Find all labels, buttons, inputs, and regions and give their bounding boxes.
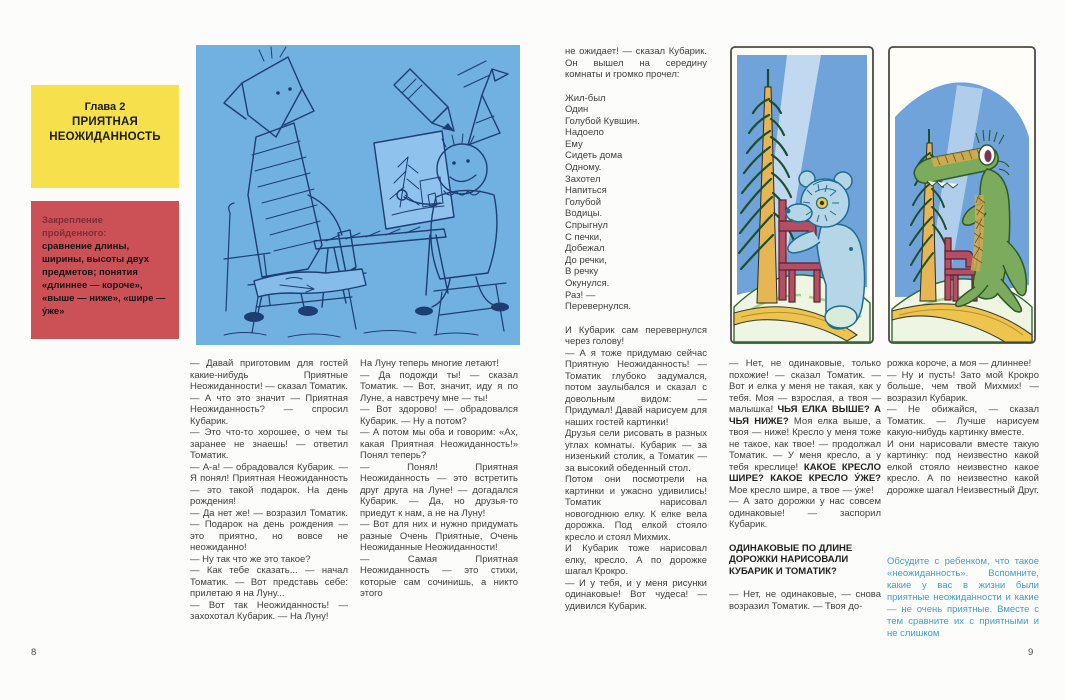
poem-line: В речку — [565, 266, 599, 278]
chapter-box — [31, 85, 179, 188]
advice-note: Обсудите с ребенком, что такое «неожиданность». Вспомните, какие у вас в жизни были приятные неожиданности и какие — не очень приятные. Вместе с тем сравните их с приятными и не слишком — [887, 556, 1039, 639]
poem-line: Надоело — [565, 127, 604, 139]
poem-line: Сидеть дома — [565, 150, 623, 162]
story-column-2 — [360, 358, 518, 600]
paragraph-gap — [729, 577, 881, 589]
poem-line: Окунулся. — [565, 278, 610, 289]
paragraph: — Да подожди ты! — сказал Томатик. — Вот, значит, иду я по Луне, а навстречу мне — ты! — [360, 369, 518, 404]
poem-line: Водицы. — [565, 208, 603, 220]
paragraph: — Ну и пусть! Зато мой Крокро больше, чем твой Михмих! — возразил Кубарик. — [887, 369, 1039, 404]
paragraph: — Нет, не одинаковые, только похожие! — сказал Томатик. — Вот и елка у меня не такая, как у тебя. Моя — взрослая, а твоя — малышка! ЧЬЯ ЕЛКА ВЫШЕ? А ЧЬЯ НИЖЕ? Моя елка выше, а твоя — ниже! Кресло у меня тоже не такое, как твое! — продолжал Томатик. — У меня кресло, а у тебя креслице! КАКОЕ КРЕСЛО ШИРЕ? КАКОЕ КРЕСЛО У́ЖЕ? Мое кресло шире, а твое — у́же! — [729, 358, 881, 496]
paragraph: — Ну так что же это такое? — [190, 553, 311, 565]
paragraph: — Не обижайся, — сказал Томатик. — Лучше нарисуем какую-нибудь картинку вместе. — [887, 404, 1039, 438]
paragraph: Потом они посмотрели на картинки и ужасно удивились! Томатик нарисовал новогоднюю елку. К елке вела дорожка. Под елкой стояло кресло и стоял Михмих. — [565, 474, 707, 543]
poem-line: Один — [565, 104, 589, 116]
paragraph: — А что это значит — Приятная Неожиданность? — спросил Кубарик. — [190, 392, 348, 427]
topic-body: сравнение длины, ширины, высоты двух предметов; понятия «длиннее — короче», «выше — ниже», «шире — у́же» — [42, 241, 166, 317]
paragraph: — Вот здорово! — обрадовался Кубарик. — Ну а потом? — [360, 404, 518, 427]
poem-line: Голубой — [565, 196, 602, 208]
paragraph: — Нет, не одинаковые, — снова возразил Томатик. — Твоя до- — [729, 589, 881, 612]
chapter-kicker: Глава 2 — [84, 101, 126, 113]
poem-line: Спрыгнул — [565, 220, 608, 232]
poem-line: Ему — [565, 138, 583, 150]
illustration-krokro-crocodile-icon — [887, 45, 1037, 345]
poem-line: Одному. — [565, 162, 602, 174]
paragraph: — А потом мы оба и говорим: «Ах, какая Приятная Неожиданность!» Понял теперь? — [360, 427, 518, 461]
poem-line: Перевернулся. — [565, 301, 632, 313]
paragraph: И Кубарик тоже нарисовал елку, кресло. А по дорожке шагал Крокро. — [565, 543, 707, 578]
paragraph: — А я тоже придумаю сейчас Приятную Неожиданность! — Томатик глубоко задумался, потом заулыбался и сказал с довольным видом: — Придумал! Давай нарисуем для наших гостей картинки! — [565, 347, 707, 428]
poem-line: До речки, — [565, 254, 607, 266]
poem-line: С печки, — [565, 231, 602, 243]
poem-line: Добежал — [565, 243, 605, 255]
story-column-4 — [729, 358, 881, 612]
topic-intro: Закрепление пройденного: — [42, 215, 107, 239]
story-column-1 — [190, 358, 348, 623]
paragraph: — Вот для них и нужно придумать разные Очень Приятные, Очень Неожиданные Неожиданности! — [360, 519, 518, 553]
paragraph: рожка короче, а моя — длиннее! — [887, 358, 1032, 369]
poem-line: Напиться — [565, 185, 607, 197]
paragraph: — Вот так Неожиданность! — захохотал Кубарик. — На Луну! — [190, 599, 348, 622]
paragraph: — Самая Приятная Неожиданность — это стихи, которые сам сочинишь, а никто этого — [360, 553, 518, 599]
story-column-5 — [887, 358, 1039, 496]
poem-line: Голубой Кувшин. — [565, 115, 640, 127]
topic-box — [31, 201, 179, 339]
paragraph: — Как тебе сказать... — начал Томатик. — Вот представь себе: прилетаю я на Луну... — [190, 565, 348, 599]
paragraph: не ожидает! — сказал Кубарик. Он вышел на середину комнаты и громко прочел: — [565, 46, 707, 80]
paragraph: Друзья сели рисовать в разных углах комнаты. Кубарик — за низенький столик, а Томатик — за высокий обеденный стол. — [565, 428, 707, 474]
paragraph-gap — [565, 81, 707, 93]
paragraph: — А-а! — обрадовался Кубарик. — Я понял! Приятная Неожиданность — это такой подарок. На день рождения! — [190, 461, 348, 507]
poem-line: Жил-был — [565, 92, 606, 104]
chapter-title: ПРИЯТНАЯ НЕОЖИДАННОСТЬ — [49, 116, 161, 143]
page-number-left: 8 — [31, 647, 37, 658]
paragraph: — Давай приготовим для гостей какие-нибудь Приятные Неожиданности! — сказал Томатик. — [190, 358, 348, 392]
paragraph: — И у тебя, и у меня рисунки одинаковые! Вот чудеса! — удивился Кубарик. — [565, 577, 707, 612]
paragraph-gap — [565, 313, 707, 325]
paragraph: — Понял! Приятная Неожиданность — это встретить друг друга на Луне! — догадался Кубарик. — Да, но друзья-то приедут к нам, а не на Луну! — [360, 461, 518, 519]
paragraph-gap — [729, 531, 881, 543]
poem-line: Захотел — [565, 173, 601, 185]
story-column-3 — [565, 46, 707, 612]
page-number-right: 9 — [1028, 647, 1034, 658]
poem-line: Раз! — — [565, 289, 596, 301]
illustration-mikhmikh-bear-icon — [729, 45, 875, 345]
paragraph: И Кубарик сам перевернулся через голову! — [565, 324, 707, 348]
paragraph: — А зато дорожки у нас совсем одинаковые! — заспорил Кубарик. — [729, 496, 881, 530]
paragraph: И они нарисовали вместе такую картинку: под неизвестно какой елкой стояло неизвестно какое кресло. А по неизвестно какой дорожке шагал Неизвестный Друг. — [887, 438, 1039, 496]
paragraph: На Луну теперь многие летают! — [360, 358, 500, 369]
illustration-kubarik-tomatik-drawing-icon — [196, 45, 520, 345]
paragraph: — Это что-то хорошее, о чем ты заранее не знаешь! — ответил Томатик. — [190, 427, 348, 461]
paragraph: ОДИНАКОВЫЕ ПО ДЛИНЕ ДОРОЖКИ НАРИСОВАЛИ КУБАРИК И ТОМАТИК? — [729, 542, 853, 577]
paragraph: — Да нет же! — возразил Томатик. — Подарок на день рождения — это приятно, но вовсе не неожиданно! — [190, 507, 348, 553]
